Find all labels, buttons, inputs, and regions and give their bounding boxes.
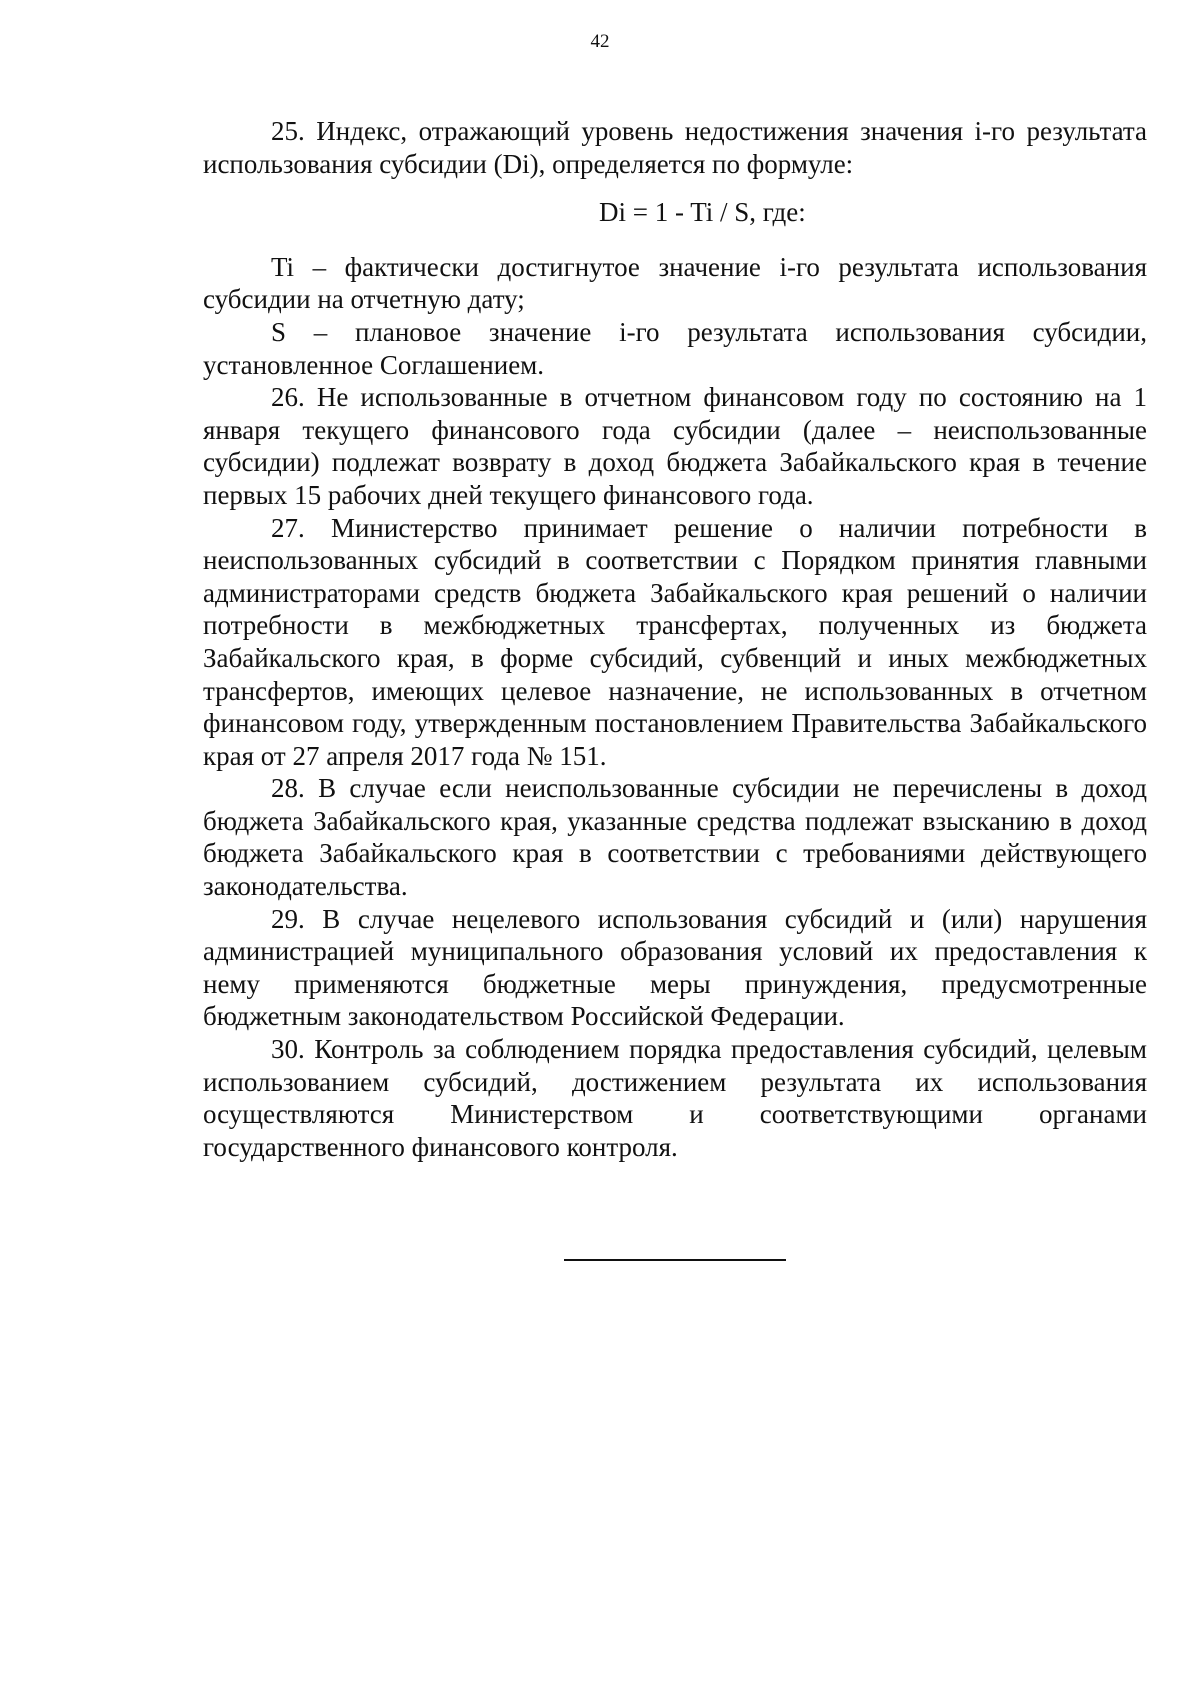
- formula: Di = 1 - Ti / S, где:: [599, 197, 806, 228]
- document-body: [203, 115, 1147, 1163]
- paragraph-30: 30. Контроль за соблюдением порядка предоставления субсидий, целевым использованием субсидий, достижением результата их использования осуществляются Министерством и соответствующими органами государственного финансового контроля.: [203, 1034, 1147, 1162]
- definition-s: S – плановое значение i-го результата использования субсидии, установленное Соглашением.: [203, 316, 1147, 380]
- paragraph-29: 29. В случае нецелевого использования субсидий и (или) нарушения администрацией муниципального образования условий их предоставления к нему применяются бюджетные меры принуждения, предусмотренные бюджетным законодательством Российской Федерации.: [203, 903, 1147, 1032]
- page-number: 42: [590, 31, 610, 52]
- paragraph-25: 25. Индекс, отражающий уровень недостижения значения i-го результата использования субсидии (Di), определяется по формуле:: [203, 116, 1147, 179]
- definition-ti: Ti – фактически достигнутое значение i-го результата использования субсидии на отчетную дату;: [203, 251, 1147, 315]
- paragraph-28: 28. В случае если неиспользованные субсидии не перечислены в доход бюджета Забайкальского края, указанные средства подлежат взысканию в доход бюджета Забайкальского края в соответствии с требованиями действующего законодательства.: [203, 773, 1147, 902]
- paragraph-27: 27. Министерство принимает решение о наличии потребности в неиспользованных субсидий в соответствии с Порядком принятия главными администраторами средств бюджета Забайкальского края решений о наличии потребности в межбюджетных трансфертах, полученных из бюджета Забайкальского края, в форме субсидий, субвенций и иных межбюджетных трансфертов, имеющих целевое назначение, не использованных в отчетном финансовом году, утвержденным постановлением Правительства Забайкальского края от 27 апреля 2017 года № 151.: [203, 512, 1147, 771]
- end-of-document-rule: [564, 1259, 786, 1261]
- paragraph-26: 26. Не использованные в отчетном финансовом году по состоянию на 1 января текущего финансового года субсидии (далее – неиспользованные субсидии) подлежат возврату в доход бюджета Забайкальского края в течение первых 15 рабочих дней текущего финансового года.: [203, 382, 1147, 510]
